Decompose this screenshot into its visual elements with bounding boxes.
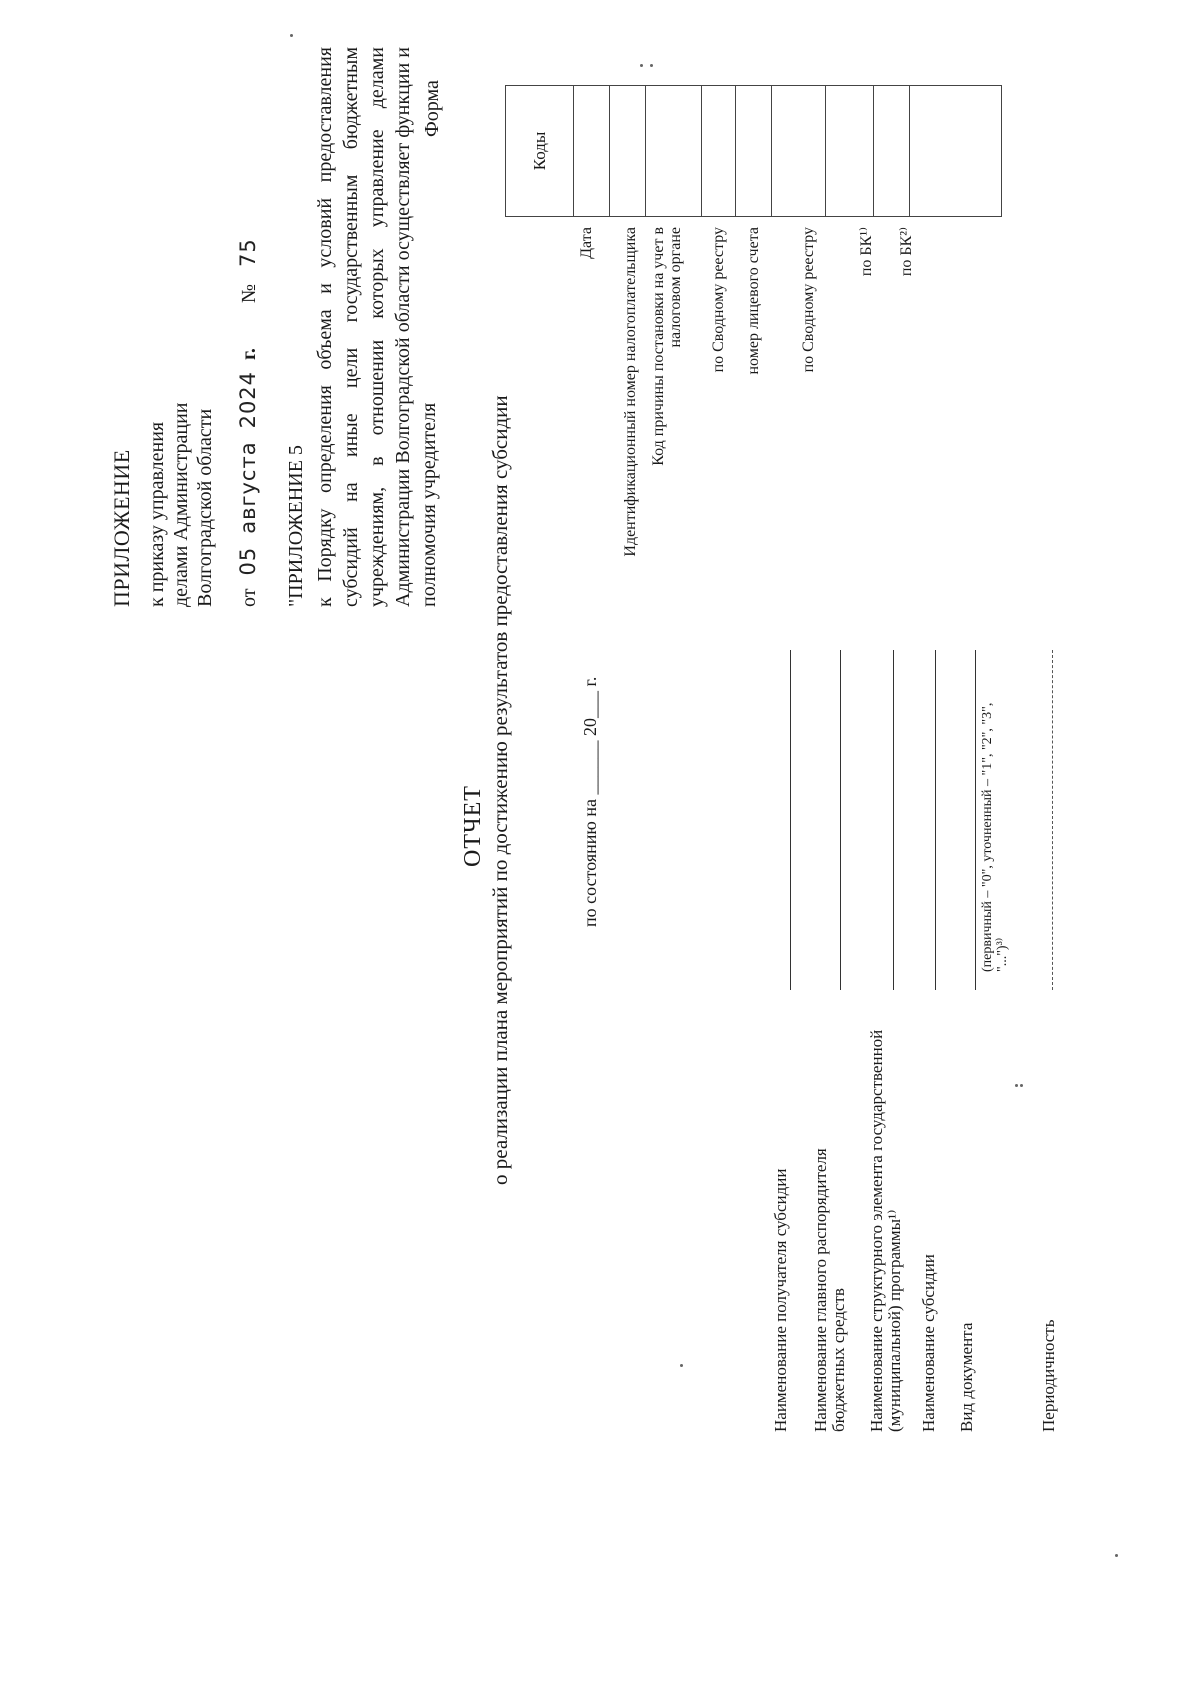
code-cell-account[interactable] xyxy=(736,86,772,217)
scan-speck xyxy=(1015,1084,1018,1087)
date-prefix: от xyxy=(238,588,260,607)
codes-label-account: номер лицевого счета xyxy=(745,227,762,375)
report-subtitle: о реализации плана мероприятий по достижению результатов предоставления субсидии xyxy=(488,395,512,1185)
scan-speck xyxy=(1115,1554,1118,1557)
code-cell-kpp[interactable] xyxy=(646,86,702,217)
field-grbs-line[interactable] xyxy=(840,650,841,990)
scan-speck xyxy=(650,64,653,67)
as-of-blank: ______ xyxy=(580,740,600,795)
code-cell-bk-2[interactable] xyxy=(874,86,910,217)
form-label: Форма xyxy=(421,80,443,137)
poryadok-text: к Порядку определения объема и условий предоставления субсидий на иные цели государственным бюджетным учреждениям, в отношении которых управление делами Администрации Волгоградской области осуществляет функции и полномочия учредителя xyxy=(314,47,440,607)
date-month: августа xyxy=(236,441,260,534)
codes-label-bk-1: по БК¹⁾ xyxy=(858,227,875,277)
code-cell-extra[interactable] xyxy=(910,86,1002,217)
field-recipient-line[interactable] xyxy=(790,650,791,990)
scan-speck xyxy=(680,1364,683,1367)
codes-label-kpp: Код причины постановки на учет в налоговом органе xyxy=(650,227,684,466)
field-program-element-label: Наименование структурного элемента государственной (муниципальной) программы¹⁾ xyxy=(867,1029,904,1432)
field-doc-type-line[interactable] xyxy=(975,650,976,990)
annex-title: "ПРИЛОЖЕНИЕ 5 xyxy=(285,445,307,607)
codes-table xyxy=(505,85,1002,217)
field-periodicity-label: Периодичность xyxy=(1039,1319,1058,1432)
field-periodicity-line[interactable] xyxy=(1052,650,1053,990)
field-doc-type-note: (первичный – "0", уточненный – "1", "2", "3", "...")³⁾ xyxy=(980,702,1010,972)
order-line-2: делами Администрации xyxy=(170,402,192,607)
code-cell-inn[interactable] xyxy=(610,86,646,217)
scan-speck xyxy=(290,34,293,37)
as-of-year-prefix: 20 xyxy=(580,718,600,737)
scan-speck xyxy=(640,64,643,67)
order-number: 75 xyxy=(236,238,260,268)
codes-label-inn: Идентификационный номер налогоплательщика xyxy=(622,227,639,557)
as-of-year-blank: ___ xyxy=(580,691,600,719)
field-subsidy-name-label: Наименование субсидии xyxy=(919,1254,938,1432)
code-cell-svod-2[interactable] xyxy=(772,86,826,217)
as-of-prefix: по состоянию на xyxy=(580,799,600,927)
number-sign: № xyxy=(238,284,260,304)
date-year: 2024 xyxy=(236,370,260,429)
codes-label-svod-1: по Сводному реестру xyxy=(710,227,727,373)
code-cell-date[interactable] xyxy=(574,86,610,217)
date-suffix: г. xyxy=(238,348,260,360)
as-of-line xyxy=(580,677,601,927)
code-cell-bk-1[interactable] xyxy=(826,86,874,217)
scan-speck xyxy=(1020,1084,1023,1087)
codes-header: Коды xyxy=(506,86,574,217)
order-line-1: к приказу управления xyxy=(146,421,168,607)
codes-label-svod-2: по Сводному реестру xyxy=(800,227,817,373)
field-grbs-label: Наименование главного распорядителя бюджетных средств xyxy=(811,1148,848,1432)
appendix-title: ПРИЛОЖЕНИЕ xyxy=(109,449,134,607)
codes-label-date: Дата xyxy=(578,227,595,259)
report-title: ОТЧЕТ xyxy=(460,785,486,867)
order-date-line xyxy=(236,238,261,607)
field-doc-type-label: Вид документа xyxy=(957,1322,976,1432)
codes-label-bk-2: по БК²⁾ xyxy=(898,227,915,277)
as-of-suffix: г. xyxy=(580,676,600,687)
code-cell-svod-1[interactable] xyxy=(702,86,736,217)
field-subsidy-name-line[interactable] xyxy=(935,650,936,990)
field-program-element-line[interactable] xyxy=(893,650,894,990)
field-recipient-label: Наименование получателя субсидии xyxy=(771,1168,790,1432)
order-line-3: Волгоградской области xyxy=(194,408,216,607)
date-day: 05 xyxy=(236,546,260,576)
